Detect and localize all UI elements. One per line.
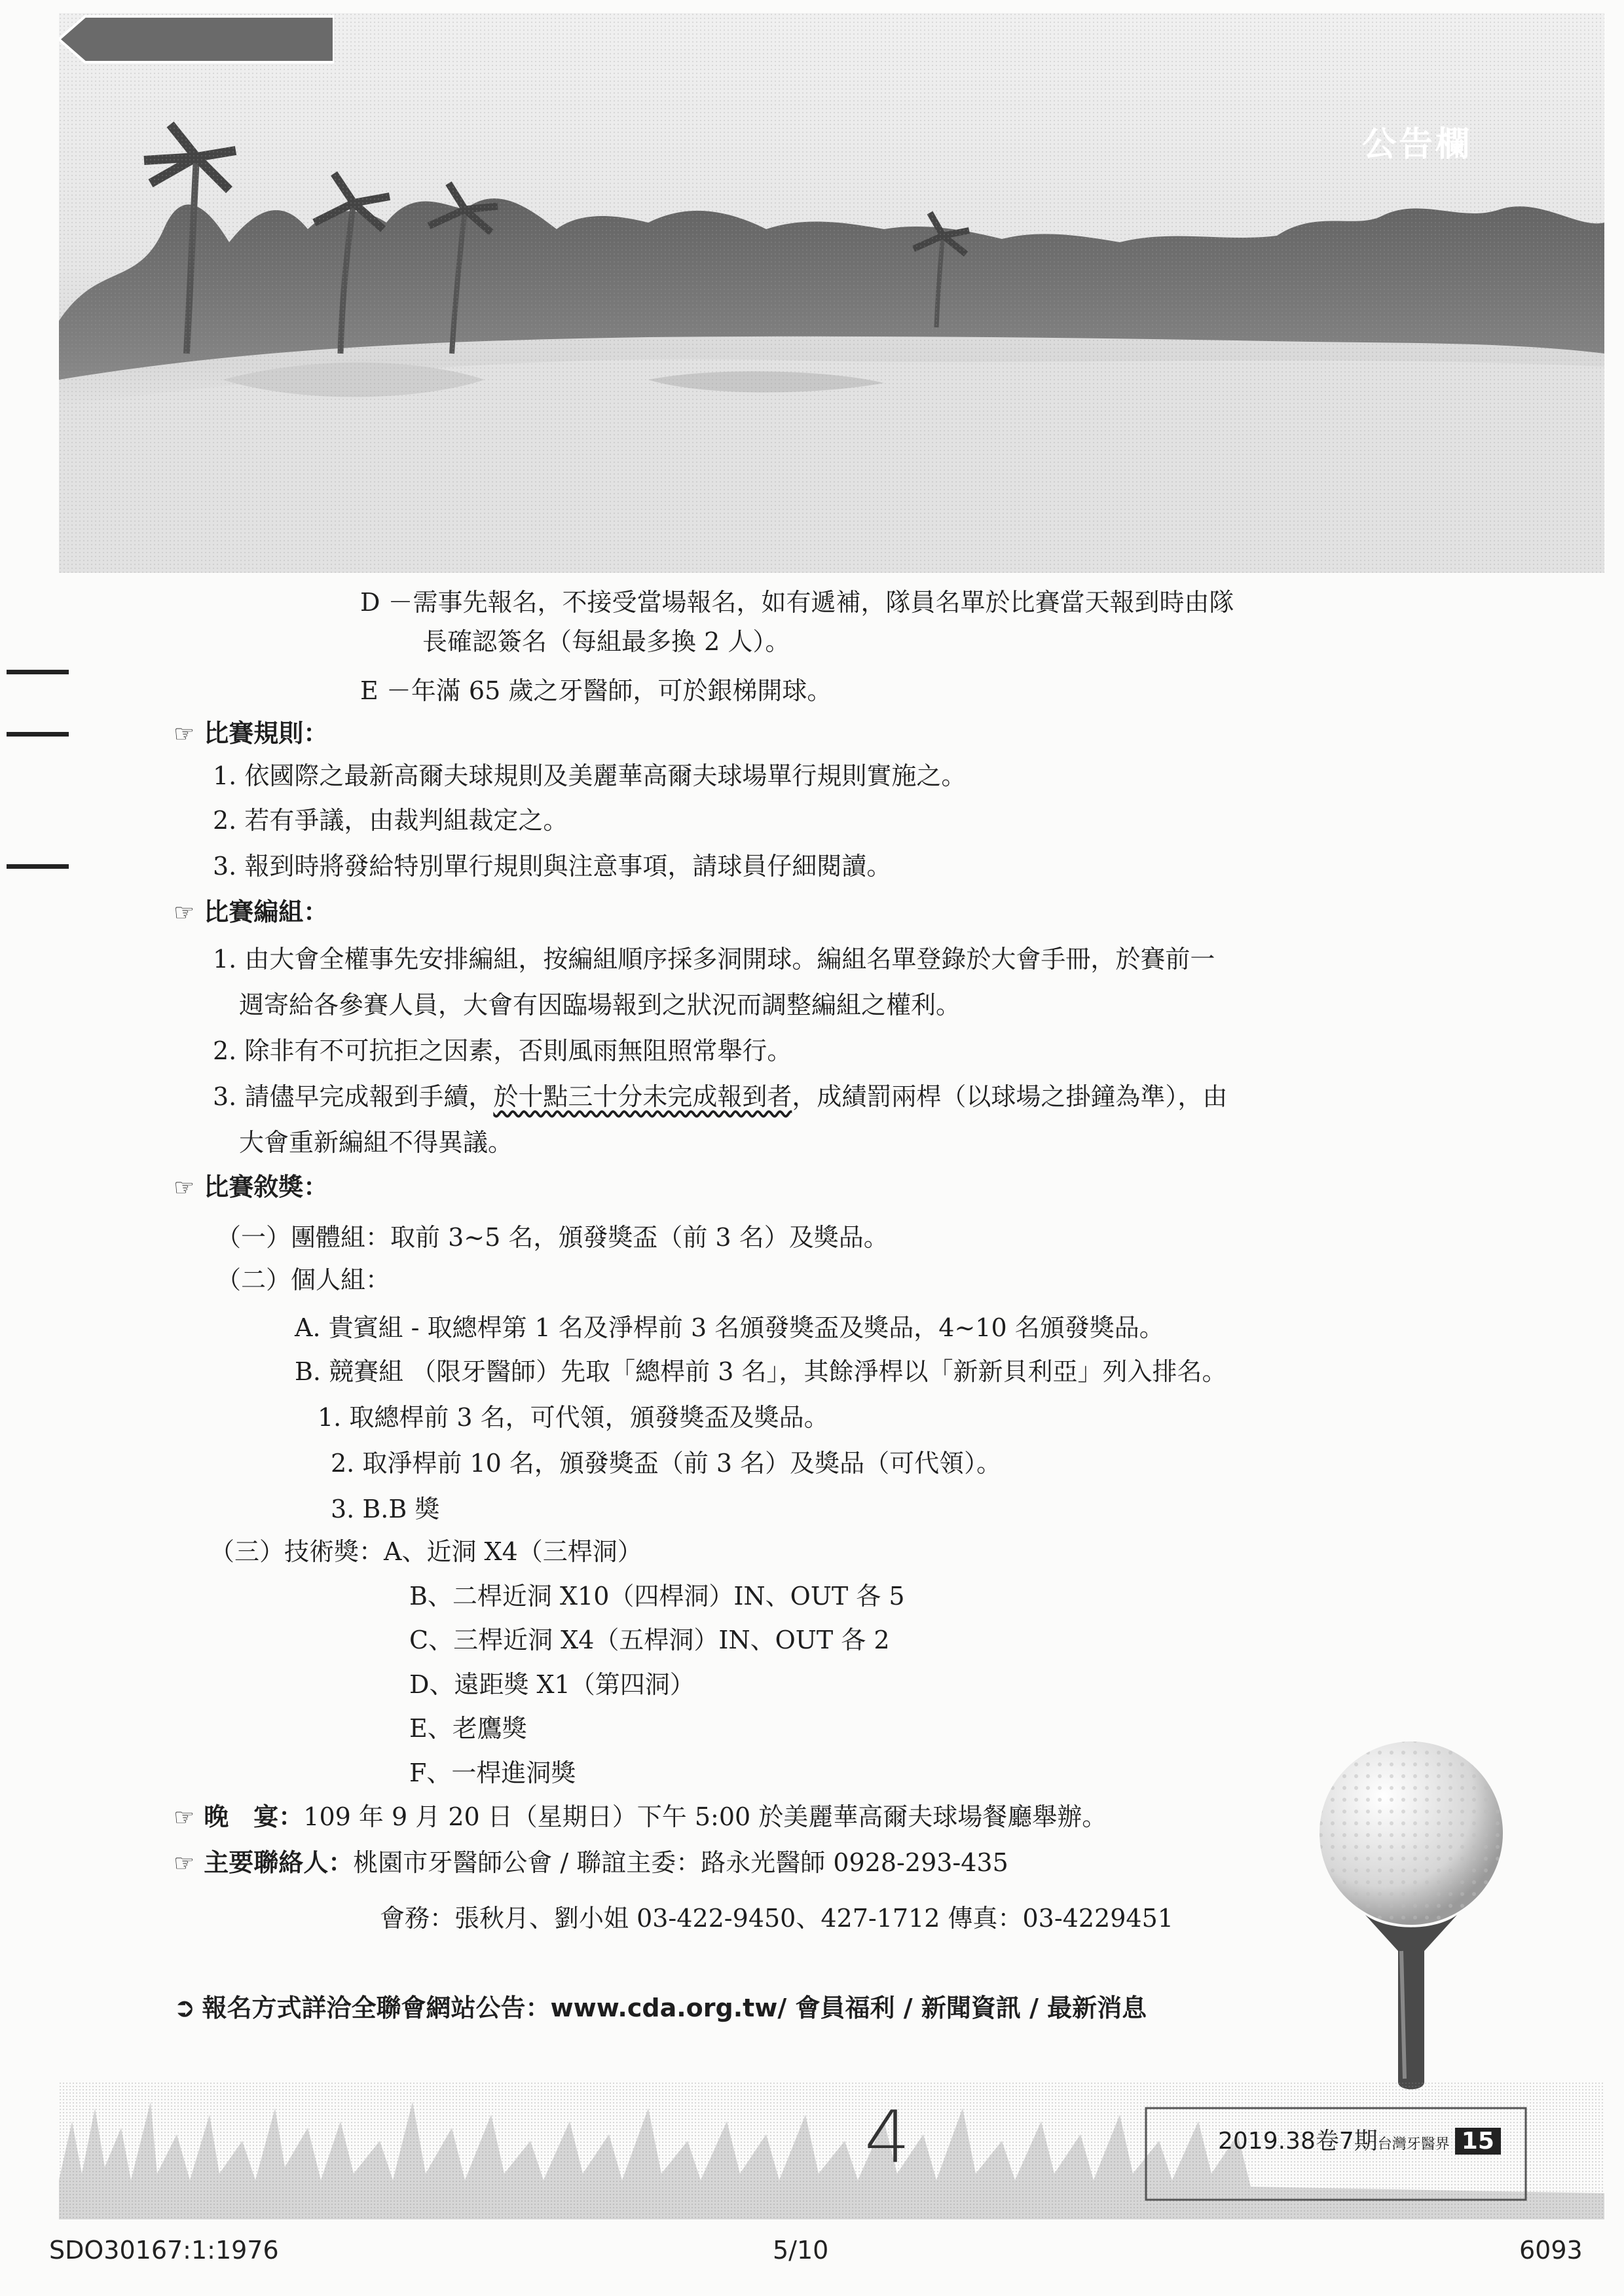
underlined-deadline: 於十點三十分未完成報到者 [493,1082,792,1111]
awards-technical-item: B、二桿近洞 X10（四桿洞）IN、OUT 各 5 [409,1582,905,1611]
page-count: 5/10 [773,2236,829,2265]
grouping-item: 1. 由大會全權事先安排編組，按編組順序採多洞開球。編組名單登錄於大會手冊，於賽前一 [213,945,1215,974]
scan-mark [7,670,69,674]
registration-item-d: D －需事先報名，不接受當場報名，如有遞補，隊員名單於比賽當天報到時由隊 [360,588,1234,617]
awards-competition-item: 2. 取淨桿前 10 名，頒發獎盃（前 3 名）及獎品（可代領）。 [331,1449,1002,1478]
awards-team: （一）團體組：取前 3~5 名，頒發獎盃（前 3 名）及獎品。 [216,1223,889,1252]
awards-competition-item: 1. 取總桿前 3 名，可代領，頒發獎盃及獎品。 [318,1403,829,1432]
registration-item-d-cont: 長確認簽名（每組最多換 2 人）。 [422,627,790,656]
awards-technical: （三）技術獎：A、近洞 X4（三桿洞） [210,1537,642,1566]
handwritten-number: 4 [864,2095,910,2179]
contact: ☞ 主要聯絡人：桃園市牙醫師公會 / 聯誼主委：路永光醫師 0928-293-435 [174,1848,1008,1877]
registration-item-e: E －年滿 65 歲之牙醫師，可於銀梯開球。 [360,676,832,705]
golf-course-photo [59,13,1604,573]
section-tab-label: 公告欄 [1362,125,1473,164]
grouping-item-cont: 週寄給各參賽人員，大會有因臨場報到之狀況而調整編組之權利。 [239,991,961,1019]
awards-competition-item: 3. B.B 獎 [331,1495,440,1523]
awards-guest-group: A. 貴賓組 - 取總桿第 1 名及淨桿前 3 名頒發獎盃及獎品，4~10 名頒發獎品。 [295,1313,1164,1342]
pointing-hand-icon: ☞ [174,1175,195,1201]
registration-info-note: ➲ 報名方式詳洽全聯會網站公告：www.cda.org.tw/ 會員福利 / 新聞資訊 / 最新消息 [174,1993,1147,2023]
scan-mark [7,864,69,869]
awards-technical-item: F、一桿進洞獎 [409,1758,576,1787]
grouping-item-cont: 大會重新編組不得異議。 [239,1128,513,1157]
rules-item: 3. 報到時將發給特別單行規則與注意事項，請球員仔細閱讀。 [213,852,892,881]
journal-footer: 2019.38卷7期台灣牙醫界 15 [1218,2123,1501,2156]
banquet: ☞ 晚 宴：109 年 9 月 20 日（星期日）下午 5:00 於美麗華高爾夫球場餐廳舉辦。 [174,1802,1107,1831]
document-code: 6093 [1519,2236,1583,2265]
golf-ball-illustration [1303,1735,1519,2102]
circled-arrow-icon: ➲ [174,1993,196,2023]
awards-competition-group: B. 競賽組 （限牙醫師）先取「總桿前 3 名」，其餘淨桿以「新新貝利亞」列入排名。 [295,1357,1227,1386]
contact-office: 會務：張秋月、劉小姐 03-422-9450、427-1712 傳真：03-4229451 [380,1904,1173,1933]
scan-mark [7,732,69,737]
pointing-hand-icon: ☞ [174,1850,195,1877]
pointing-hand-icon: ☞ [174,721,195,748]
rules-heading: ☞ 比賽規則： [174,719,329,748]
grouping-item: 3. 請儘早完成報到手續，於十點三十分未完成報到者，成績罰兩桿（以球場之掛鐘為準），由 [213,1082,1228,1111]
journal-name: 台灣牙醫界 [1377,2136,1450,2153]
rules-item: 1. 依國際之最新高爾夫球規則及美麗華高爾夫球場單行規則實施之。 [213,761,967,790]
awards-individual: （二）個人組： [216,1266,391,1294]
awards-technical-item: E、老鷹獎 [409,1714,527,1743]
grouping-item: 2. 除非有不可抗拒之因素，否則風雨無阻照常舉行。 [213,1036,792,1065]
pointing-hand-icon: ☞ [174,1804,195,1831]
awards-technical-item: C、三桿近洞 X4（五桿洞）IN、OUT 各 2 [409,1626,890,1654]
grouping-heading: ☞ 比賽編組： [174,898,329,926]
page-number: 15 [1455,2128,1501,2155]
section-tab [59,13,334,65]
pointing-hand-icon: ☞ [174,900,195,926]
rules-item: 2. 若有爭議，由裁判組裁定之。 [213,806,568,835]
document-id: SDO30167:1:1976 [49,2236,279,2265]
awards-technical-item: D、遠距獎 X1（第四洞） [409,1670,695,1699]
awards-heading: ☞ 比賽敘獎： [174,1173,329,1201]
